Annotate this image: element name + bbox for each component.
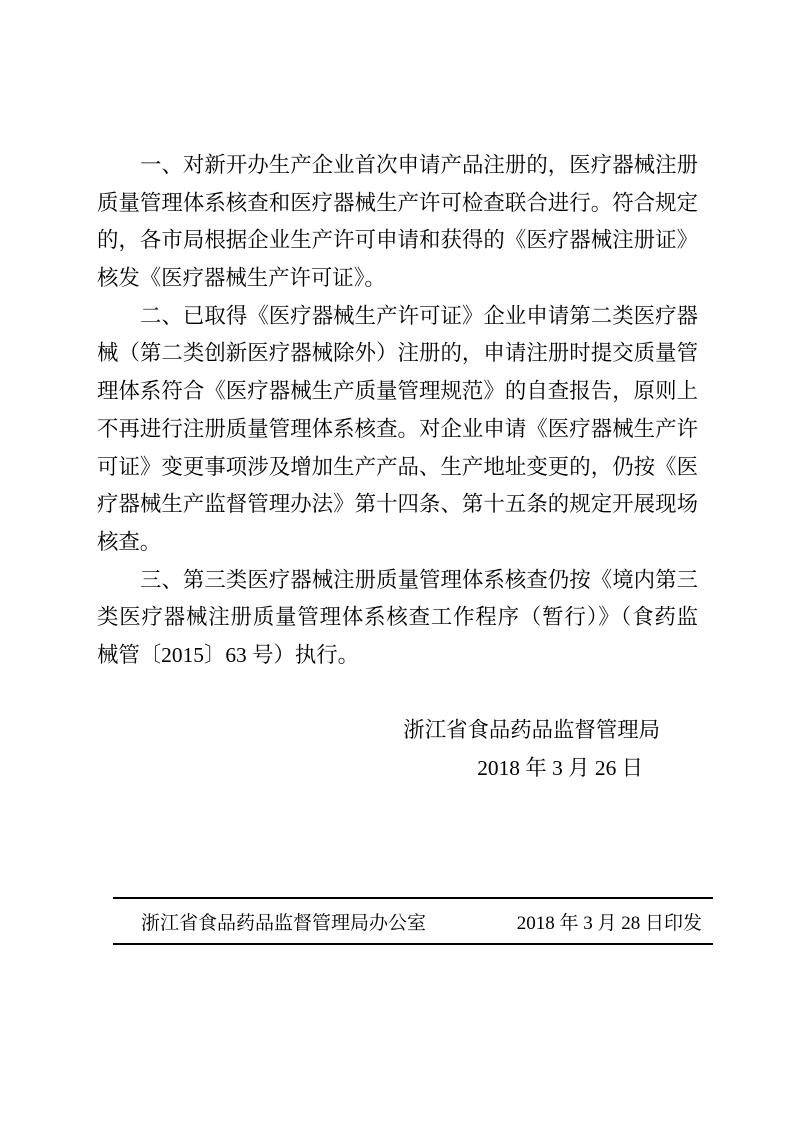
- signature-date: 2018 年 3 月 26 日: [477, 755, 643, 780]
- body-line: 械管〔2015〕63 号）执行。: [97, 642, 360, 667]
- body-line: 三、第三类医疗器械注册质量管理体系核查仍按《境内第三: [140, 567, 698, 592]
- body-line: 械（第二类创新医疗器械除外）注册的，申请注册时提交质量管: [97, 341, 698, 366]
- body-line: 一、对新开办生产企业首次申请产品注册的，医疗器械注册: [140, 153, 698, 177]
- body-line: 理体系符合《医疗器械生产质量管理规范》的自查报告，原则上: [97, 379, 698, 404]
- body-line: 疗器械生产监督管理办法》第十四条、第十五条的规定开展现场: [97, 492, 698, 517]
- body-line: 的，各市局根据企业生产许可申请和获得的《医疗器械注册证》: [97, 228, 698, 253]
- signature-block: [97, 712, 698, 787]
- paragraph: [97, 298, 698, 562]
- body-line: 不再进行注册质量管理体系核查。对企业申请《医疗器械生产许: [97, 416, 698, 441]
- footer-colophon: [113, 897, 713, 945]
- paragraph: [97, 562, 698, 675]
- signature-agency: 浙江省食品药品监督管理局: [403, 718, 660, 742]
- body-line: 二、已取得《医疗器械生产许可证》企业申请第二类医疗器: [140, 303, 698, 328]
- document-body: [97, 147, 698, 675]
- footer-print-date: 2018 年 3 月 28 日印发: [516, 912, 702, 934]
- body-line: 质量管理体系核查和医疗器械生产许可检查联合进行。符合规定: [97, 190, 698, 215]
- body-line: 类医疗器械注册质量管理体系核查工作程序（暂行）》（食药监: [97, 605, 698, 630]
- paragraph: [97, 147, 698, 298]
- body-line: 核发《医疗器械生产许可证》。: [97, 266, 386, 291]
- body-line: 可证》变更事项涉及增加生产产品、生产地址变更的，仍按《医: [97, 454, 698, 479]
- body-line: 核查。: [97, 529, 162, 554]
- footer-issuing-office: 浙江省食品药品监督管理局办公室: [141, 912, 427, 934]
